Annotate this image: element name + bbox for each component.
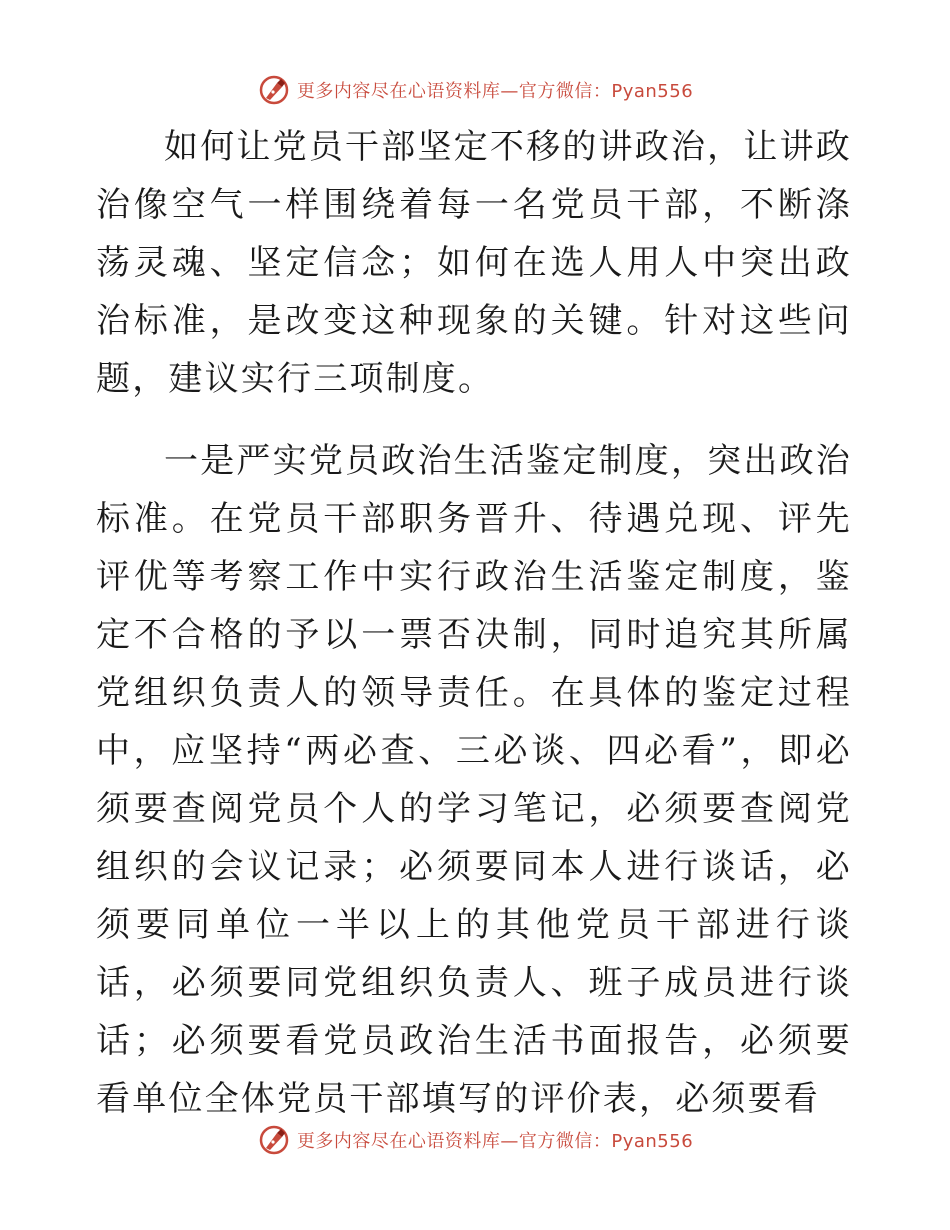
- paragraph-first-system: 一是严实党员政治生活鉴定制度，突出政治标准。在党员干部职务晋升、待遇兑现、评先评优等考察工作中实行政治生活鉴定制度，鉴定不合格的予以一票否决制，同时追究其所属党组织负责人的领导责任。在具体的鉴定过程中，应坚持“两必查、三必谈、四必看”，即必须要查阅党员个人的学习笔记，必须要查阅党组织的会议记录；必须要同本人进行谈话，必须要同单位一半以上的其他党员干部进行谈话，必须要同党组织负责人、班子成员进行谈话；必须要看党员政治生活书面报告，必须要看单位全体党员干部填写的评价表，必须要看: [96, 441, 852, 1119]
- watermark-text: 更多内容尽在心语资料库—官方微信：Pyan556: [296, 81, 694, 102]
- pen-nib-logo-icon: [257, 73, 291, 107]
- header-watermark: [0, 70, 950, 110]
- watermark-text: 更多内容尽在心语资料库—官方微信：Pyan556: [296, 1131, 694, 1152]
- document-body: [96, 118, 852, 1128]
- paragraph-intro: 如何让党员干部坚定不移的讲政治，让讲政治像空气一样围绕着每一名党员干部，不断涤荡灵魂、坚定信念；如何在选人用人中突出政治标准，是改变这种现象的关键。针对这些问题，建议实行三项制度。: [96, 127, 852, 399]
- footer-watermark: [0, 1120, 950, 1160]
- pen-nib-logo-icon: [257, 1123, 291, 1157]
